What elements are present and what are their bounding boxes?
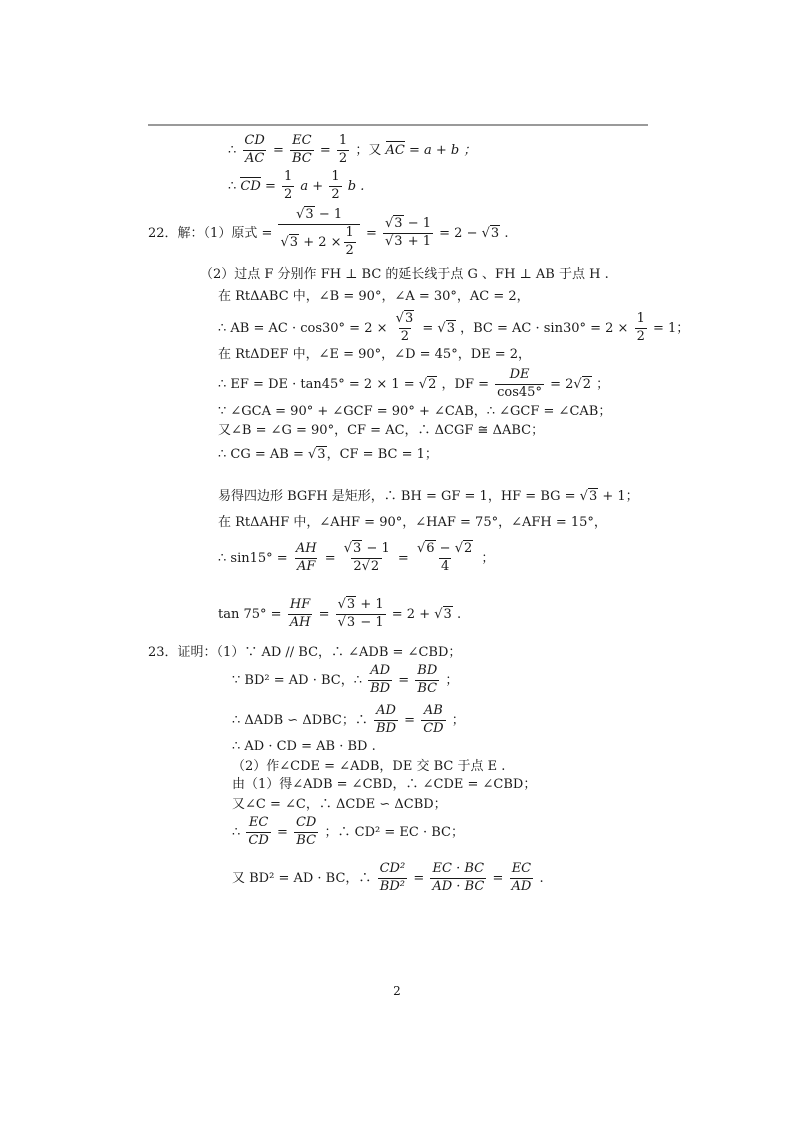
q23-line-similar: ∴ ΔADB ∽ ΔDBC；∴ $\frac{AD}{BD}$ = $\frac{AB}{CD}$ ； xyxy=(232,703,465,736)
prev-line-ratio: ∴ $\frac{CD}{AC}$ = $\frac{EC}{BC}$ = $\frac{1}{2}$ ；又 AC = a + b ； xyxy=(228,133,477,166)
q22-line-tan75: tan 75° = $\frac{HF}{AH}$ = $\frac{√3 + 1}{√3 - 1}$ = 2 + √3 . xyxy=(218,597,462,630)
q23-line-parallel: 23．证明：（1）∵ AD // BC，∴ ∠ADB = ∠CBD； xyxy=(148,645,462,660)
q22-line-ab-bc: ∴ AB = AC · cos30° = 2 × $\frac{√3}{2}$ = √3 ，BC = AC · sin30° = 2 × $\frac{1}{2}$ = 1； xyxy=(218,311,690,344)
q22-line-congruent: 又∠B = ∠G = 90°，CF = AC，∴ ΔCGF ≅ ΔABC； xyxy=(218,423,545,438)
prev-line-vector: ∴ CD = $\frac{1}{2}$ a + $\frac{1}{2}$ b . xyxy=(228,169,365,202)
q23-line-from1: 由（1）得∠ADB = ∠CBD，∴ ∠CDE = ∠CBD； xyxy=(232,777,537,792)
header-rule xyxy=(148,124,648,126)
q22-line-angles: ∵ ∠GCA = 90° + ∠GCF = 90° + ∠CAB，∴ ∠GCF = ∠CAB； xyxy=(218,404,612,419)
q22-line-rt-abc: 在 RtΔABC 中，∠B = 90°，∠A = 30°，AC = 2， xyxy=(218,289,530,304)
q23-line-similar2: 又∠C = ∠C，∴ ΔCDE ∽ ΔCBD； xyxy=(232,797,447,812)
q22-line-rt-def: 在 RtΔDEF 中，∠E = 90°，∠D = 45°，DE = 2， xyxy=(218,347,532,362)
page-number: 2 xyxy=(393,984,401,998)
q22-line-rectangle: 易得四边形 BGFH 是矩形，∴ BH = GF = 1，HF = BG = √3 + 1； xyxy=(218,489,639,504)
q23-line-cd-squared: ∴ $\frac{EC}{CD}$ = $\frac{CD}{BC}$ ；∴ CD² = EC · BC； xyxy=(232,815,464,848)
q23-line-bd-squared: ∵ BD² = AD · BC，∴ $\frac{AD}{BD}$ = $\frac{BD}{BC}$ ； xyxy=(232,663,459,696)
q22-line-sin15: ∴ sin15° = $\frac{AH}{AF}$ = $\frac{√3 - 1}{2√2}$ = $\frac{√6 - √2}{4}$ ； xyxy=(218,541,495,574)
q22-line-ef-df: ∴ EF = DE · tan45° = 2 × 1 = √2 ，DF = $\frac{DE}{\cos 45^\circ}$ = 2√2 ； xyxy=(218,367,610,400)
q22-line-rt-ahf: 在 RtΔAHF 中，∠AHF = 90°，∠HAF = 75°，∠AFH = 15°， xyxy=(218,515,607,530)
q22-part1: 22．解：（1）原式 = √3 − 1 √3 + 2 × $\frac{1}{2}$ = $\frac{√3 - 1}{√3 + 1}$ = 2 − √3 . xyxy=(148,207,509,258)
q23-line-final: 又 BD² = AD · BC，∴ $\frac{\text{CD²}}{\text{BD²}}$ = $\frac{EC \cdot BC}{AD \cdot BC}$ = $\frac{EC}{AD}$ . xyxy=(232,861,544,894)
q22-line-cg-cf: ∴ CG = AB = √3，CF = BC = 1； xyxy=(218,447,438,462)
q23-line-construct: （2）作∠CDE = ∠ADB，DE 交 BC 于点 E . xyxy=(232,759,506,774)
q23-line-conclusion1: ∴ AD · CD = AB · BD . xyxy=(232,739,376,754)
q22-line-construct: （2）过点 F 分别作 FH ⊥ BC 的延长线于点 G 、FH ⊥ AB 于点 H . xyxy=(200,267,609,282)
